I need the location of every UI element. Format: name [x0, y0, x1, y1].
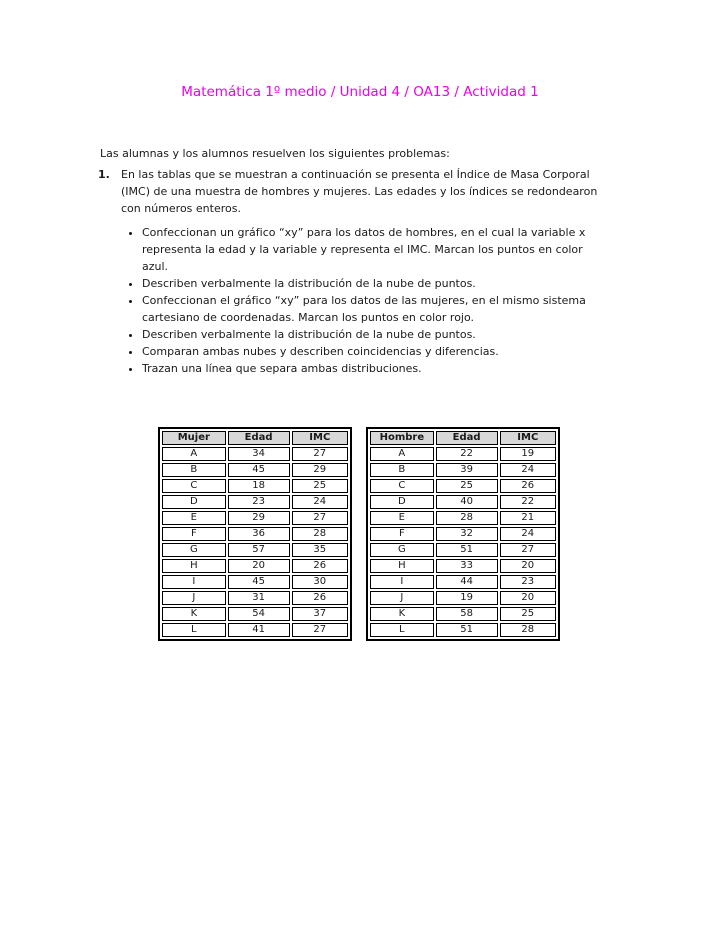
table-header-cell: Edad [436, 431, 498, 445]
table-cell: F [370, 527, 434, 541]
table-cell: 45 [228, 575, 290, 589]
table-cell: L [162, 623, 226, 637]
table-cell: C [162, 479, 226, 493]
table-cell: 19 [436, 591, 498, 605]
table-row [162, 607, 348, 621]
table-cell: 27 [500, 543, 556, 557]
table-cell: D [162, 495, 226, 509]
table-cell: K [162, 607, 226, 621]
table-cell: 24 [500, 463, 556, 477]
table-cell: C [370, 479, 434, 493]
table-cell: 58 [436, 607, 498, 621]
table-cell: 40 [436, 495, 498, 509]
table-row [162, 543, 348, 557]
table-header-cell: IMC [500, 431, 556, 445]
table-cell: 20 [500, 559, 556, 573]
table-cell: 26 [500, 479, 556, 493]
problem-statement: En las tablas que se muestran a continuación se presenta el Índice de Masa Corporal (IMC) de una muestra de hombres y mujeres. Las edades y los índices se redondearon con números enteros. [121, 168, 598, 215]
table-header-cell: Hombre [370, 431, 434, 445]
table-row [162, 447, 348, 461]
table-cell: 20 [500, 591, 556, 605]
table-row [162, 495, 348, 509]
table-cell: 44 [436, 575, 498, 589]
table-cell: 36 [228, 527, 290, 541]
table-cell: 34 [228, 447, 290, 461]
intro-text: Las alumnas y los alumnos resuelven los siguientes problemas: [100, 147, 450, 160]
table-cell: 23 [500, 575, 556, 589]
table-row [162, 575, 348, 589]
table-row [370, 607, 556, 621]
table-cell: 57 [228, 543, 290, 557]
table-cell: 22 [436, 447, 498, 461]
table-row [162, 511, 348, 525]
table-cell: 24 [500, 527, 556, 541]
task-item: • Confeccionan un gráfico “xy” para los datos de hombres, en el cual la variable x representa la edad y la variable y representa el IMC. Marcan los puntos en color azul. [142, 224, 612, 275]
table-cell: 20 [228, 559, 290, 573]
task-item: • Describen verbalmente la distribución de la nube de puntos. [142, 275, 612, 292]
table-cell: 28 [292, 527, 348, 541]
problem-1 [98, 166, 612, 377]
table-cell: 54 [228, 607, 290, 621]
table-cell: 28 [500, 623, 556, 637]
table-cell: 45 [228, 463, 290, 477]
table-header-cell: IMC [292, 431, 348, 445]
table-cell: L [370, 623, 434, 637]
table-row [370, 463, 556, 477]
table-cell: F [162, 527, 226, 541]
table-row [162, 559, 348, 573]
table-row [370, 591, 556, 605]
table-cell: I [162, 575, 226, 589]
table-cell: B [162, 463, 226, 477]
table-cell: B [370, 463, 434, 477]
table-cell: 39 [436, 463, 498, 477]
table-cell: 31 [228, 591, 290, 605]
table-row [162, 591, 348, 605]
table-cell: 19 [500, 447, 556, 461]
table-cell: 32 [436, 527, 498, 541]
table-cell: 37 [292, 607, 348, 621]
table-row [370, 623, 556, 637]
table-row [162, 463, 348, 477]
table-cell: H [370, 559, 434, 573]
table-cell: 27 [292, 447, 348, 461]
table-cell: E [370, 511, 434, 525]
women-imc-table [158, 427, 352, 641]
table-row [370, 495, 556, 509]
table-cell: A [370, 447, 434, 461]
task-item: • Trazan una línea que separa ambas distribuciones. [142, 360, 612, 377]
imc-tables [158, 427, 560, 641]
table-cell: G [162, 543, 226, 557]
table-header-row [370, 431, 556, 445]
table-row [370, 575, 556, 589]
table-cell: 18 [228, 479, 290, 493]
table-cell: 29 [228, 511, 290, 525]
table-header-cell: Mujer [162, 431, 226, 445]
table-cell: 51 [436, 623, 498, 637]
table-cell: A [162, 447, 226, 461]
table-cell: 21 [500, 511, 556, 525]
task-item: • Describen verbalmente la distribución de la nube de puntos. [142, 326, 612, 343]
table-cell: 29 [292, 463, 348, 477]
table-header-cell: Edad [228, 431, 290, 445]
task-list [121, 224, 612, 377]
table-row [370, 479, 556, 493]
page-title: Matemática 1º medio / Unidad 4 / OA13 / Actividad 1 [181, 84, 539, 100]
table-cell: 51 [436, 543, 498, 557]
table-cell: 22 [500, 495, 556, 509]
table-row [370, 447, 556, 461]
table-row [370, 511, 556, 525]
task-item: • Comparan ambas nubes y describen coincidencias y diferencias. [142, 343, 612, 360]
table-cell: 25 [292, 479, 348, 493]
table-cell: J [370, 591, 434, 605]
table-row [370, 543, 556, 557]
table-cell: G [370, 543, 434, 557]
table-cell: H [162, 559, 226, 573]
problem-body [121, 166, 612, 377]
table-row [162, 527, 348, 541]
table-row [370, 527, 556, 541]
table-header-row [162, 431, 348, 445]
table-row [370, 559, 556, 573]
table-cell: 28 [436, 511, 498, 525]
table-cell: 25 [436, 479, 498, 493]
table-cell: 23 [228, 495, 290, 509]
table-cell: J [162, 591, 226, 605]
table-cell: 30 [292, 575, 348, 589]
table-cell: 24 [292, 495, 348, 509]
problem-number: 1. [98, 168, 110, 181]
table-row [162, 479, 348, 493]
table-cell: I [370, 575, 434, 589]
table-cell: 27 [292, 511, 348, 525]
table-cell: 25 [500, 607, 556, 621]
table-cell: K [370, 607, 434, 621]
table-row [162, 623, 348, 637]
table-cell: 35 [292, 543, 348, 557]
men-imc-table [366, 427, 560, 641]
table-cell: 41 [228, 623, 290, 637]
table-cell: 27 [292, 623, 348, 637]
table-cell: E [162, 511, 226, 525]
table-cell: 26 [292, 591, 348, 605]
table-cell: D [370, 495, 434, 509]
table-cell: 26 [292, 559, 348, 573]
task-item: • Confeccionan el gráfico “xy” para los datos de las mujeres, en el mismo sistema cartesiano de coordenadas. Marcan los puntos en color rojo. [142, 292, 612, 326]
table-cell: 33 [436, 559, 498, 573]
